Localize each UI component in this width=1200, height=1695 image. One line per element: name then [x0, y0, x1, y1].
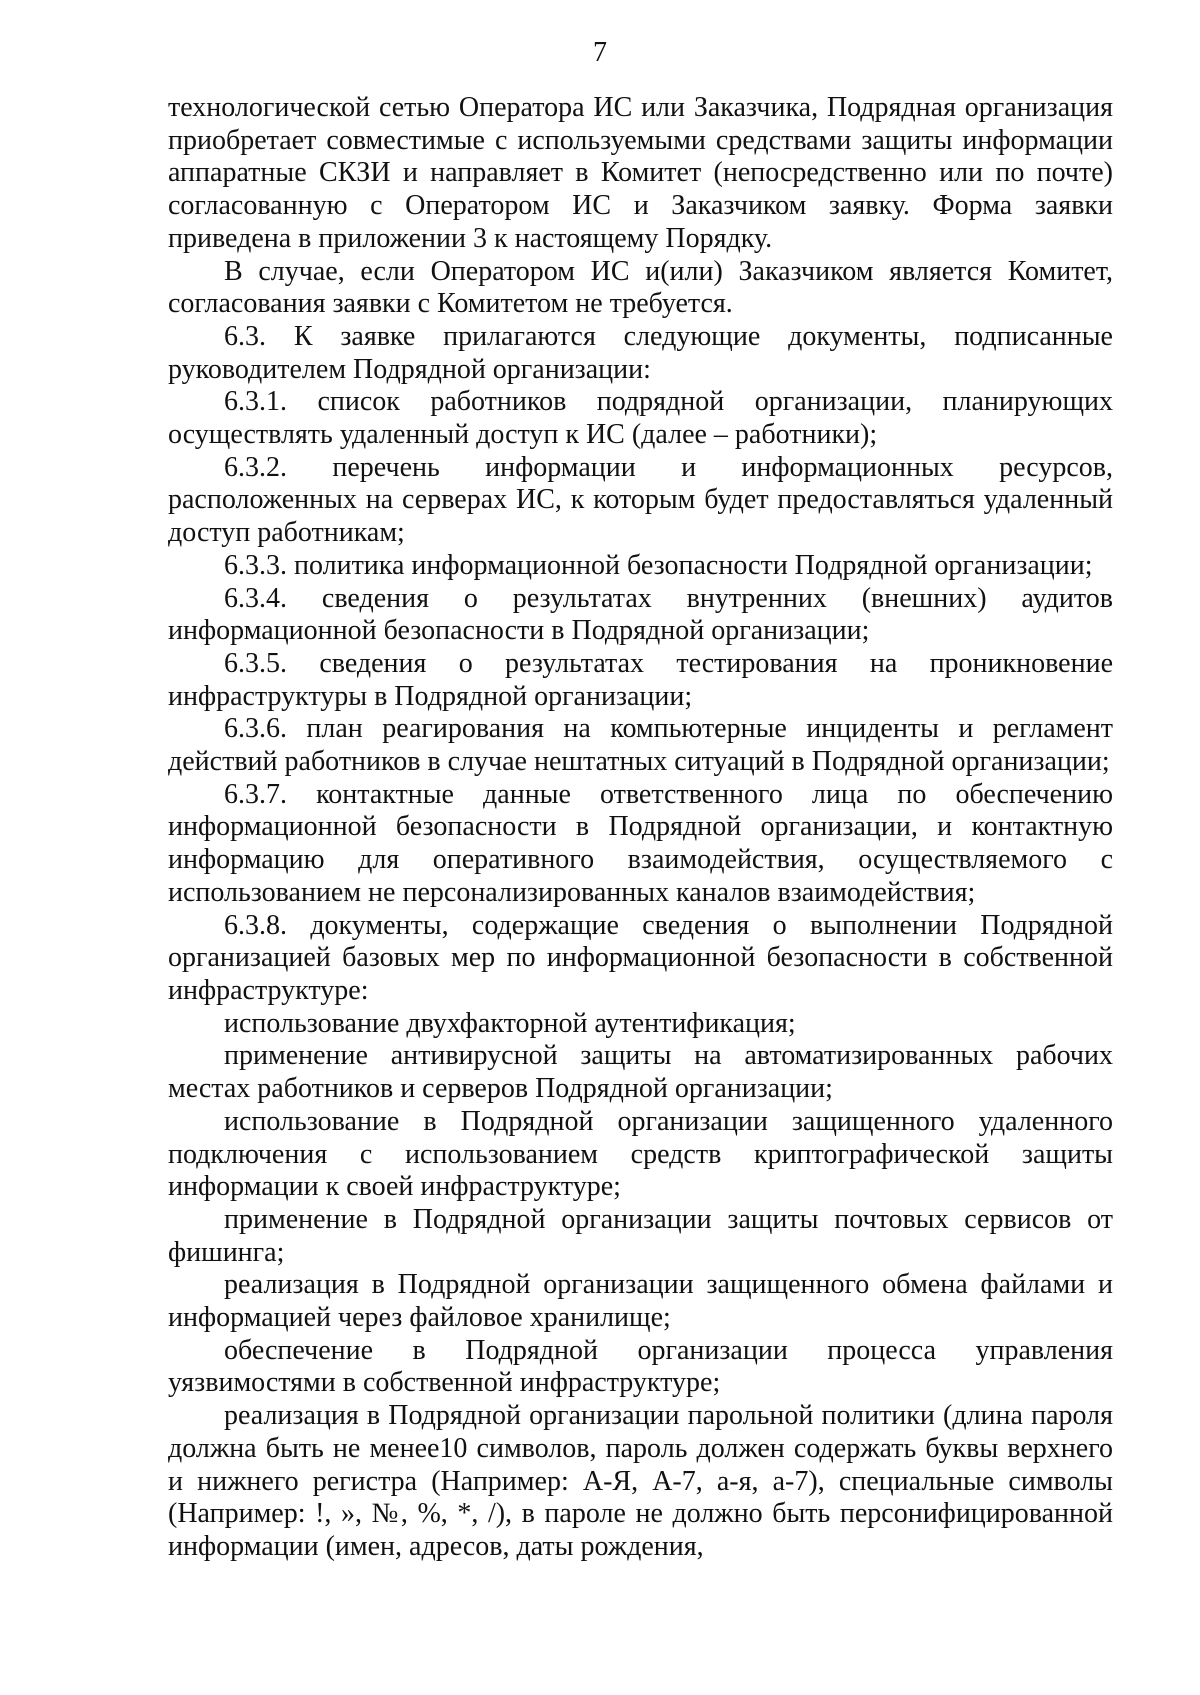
- paragraph: реализация в Подрядной организации защищенного обмена файлами и информацией через файловое хранилище;: [168, 1269, 1113, 1334]
- paragraph: использование двухфакторной аутентификация;: [224, 1007, 796, 1039]
- paragraph: 6.3.7. контактные данные ответственного лица по обеспечению информационной безопасности в Подрядной организации, и контактную информацию для оперативного взаимодействия, осуществляемого с использованием не персонализированных каналов взаимодействия;: [168, 778, 1113, 908]
- paragraph: применение антивирусной защиты на автоматизированных рабочих местах работников и серверов Подрядной организации;: [168, 1040, 1113, 1105]
- paragraph: 6.3.1. список работников подрядной организации, планирующих осуществлять удаленный доступ к ИС (далее – работники);: [168, 386, 1113, 451]
- paragraph: использование в Подрядной организации защищенного удаленного подключения с использованием средств криптографической защиты информации к своей инфраструктуре;: [168, 1105, 1113, 1203]
- page-number: 7: [593, 37, 607, 68]
- paragraph: 6.3.6. план реагирования на компьютерные инциденты и регламент действий работников в случае нештатных ситуаций в Подрядной организации;: [168, 713, 1113, 778]
- paragraph: 6.3.8. документы, содержащие сведения о выполнении Подрядной организацией базовых мер по информационной безопасности в собственной инфраструктуре:: [168, 909, 1113, 1006]
- body-text: [168, 92, 1113, 1564]
- paragraph: технологической сетью Оператора ИС или Заказчика, Подрядная организация приобретает совместимые с используемыми средствами защиты информации аппаратные СКЗИ и направляет в Комитет (непосредственно или по почте) согласованную с Оператором ИС и Заказчиком заявку. Форма заявки приведена в приложении 3 к настоящему Порядку.: [168, 92, 1113, 254]
- paragraph: реализация в Подрядной организации парольной политики (длина пароля должна быть не менее10 символов, пароль должен содержать буквы верхнего и нижнего регистра (Например: А-Я, А-7, а-я, а-7), специальные символы (Например: !, », №, %, *, /), в пароле не должно быть персонифицированной информации (имен, адресов, даты рождения,: [168, 1400, 1113, 1562]
- paragraph: 6.3.2. перечень информации и информационных ресурсов, расположенных на серверах ИС, к которым будет предоставляться удаленный доступ работникам;: [168, 451, 1113, 549]
- paragraph: 6.3.5. сведения о результатах тестирования на проникновение инфраструктуры в Подрядной организации;: [168, 647, 1113, 712]
- paragraph: 6.3.3. политика информационной безопасности Подрядной организации;: [224, 549, 1093, 581]
- paragraph: 6.3.4. сведения о результатах внутренних (внешних) аудитов информационной безопасности в Подрядной организации;: [168, 582, 1113, 647]
- paragraph: 6.3. К заявке прилагаются следующие документы, подписанные руководителем Подрядной организации:: [168, 320, 1113, 385]
- paragraph: обеспечение в Подрядной организации процесса управления уязвимостями в собственной инфраструктуре;: [168, 1334, 1113, 1399]
- paragraph: В случае, если Оператором ИС и(или) Заказчиком является Комитет, согласования заявки с Комитетом не требуется.: [168, 255, 1113, 320]
- paragraph: применение в Подрядной организации защиты почтовых сервисов от фишинга;: [168, 1203, 1113, 1268]
